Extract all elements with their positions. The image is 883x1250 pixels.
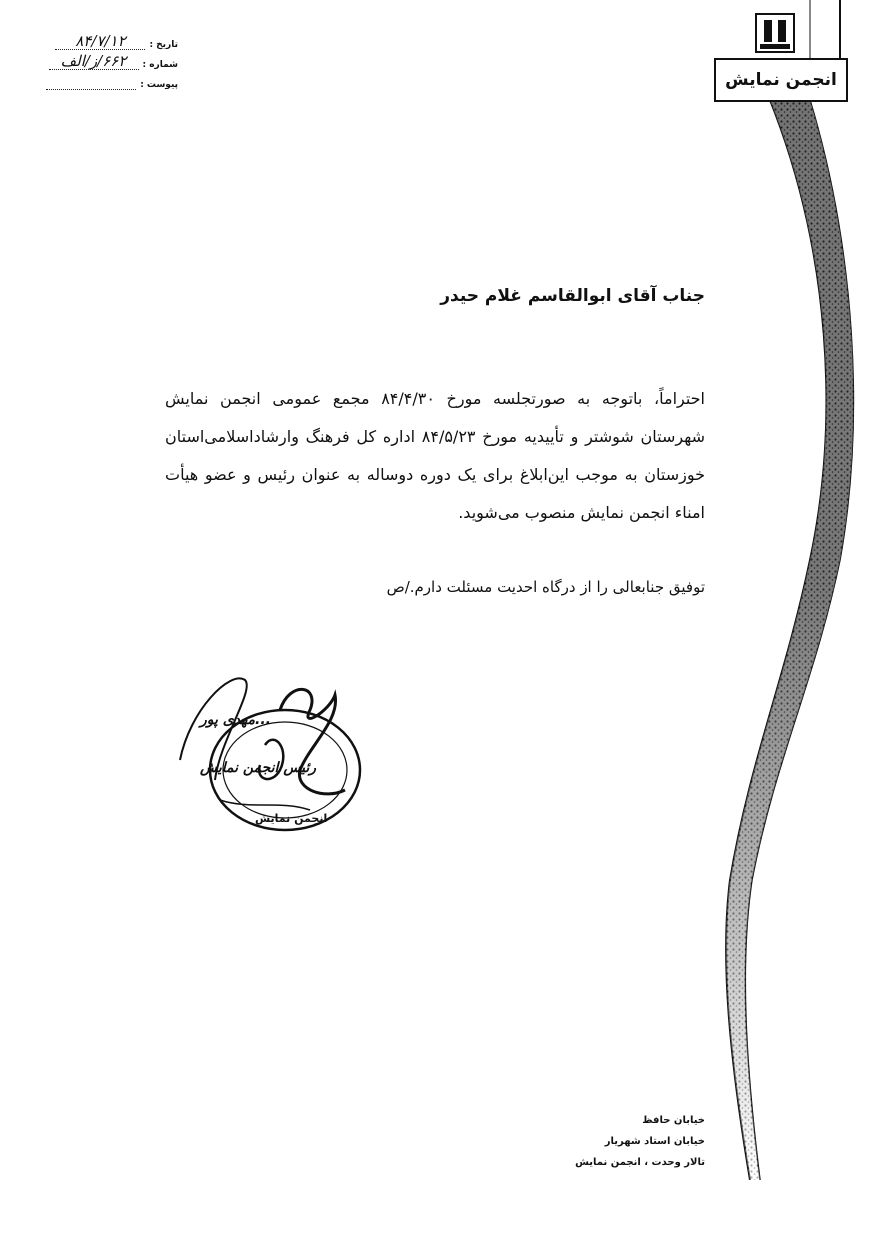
organization-logo xyxy=(714,58,848,102)
decorative-curve-band xyxy=(690,0,883,1180)
stamp-text: انجمن نمایش xyxy=(255,812,328,825)
date-label: تاریخ : xyxy=(149,40,178,50)
signer-title: رئیس انجمن نمایش xyxy=(200,760,317,776)
address-line: خیابان استاد شهریار xyxy=(604,1136,705,1147)
address-line: خیابان حافظ xyxy=(642,1115,705,1126)
number-row xyxy=(28,50,178,70)
letter-meta xyxy=(28,30,178,90)
number-label: شماره : xyxy=(142,60,178,70)
letter-closing: توفیق جنابعالی را از درگاه احدیت مسئلت دارم./ص xyxy=(386,578,705,596)
footer-address xyxy=(575,1110,705,1173)
date-value: ۸۴/۷/۱۲ xyxy=(55,33,145,50)
attachment-value xyxy=(46,79,136,90)
salutation: جناب آقای ابوالقاسم غلام حیدر xyxy=(440,286,705,306)
signer-name: ...مهدی پور xyxy=(200,712,271,728)
letter-body: احتراماً، باتوجه به صورتجلسه مورخ ۸۴/۴/۳۰ مجمع عمومی انجمن نمایش شهرستان شوشتر و تأییدیه مورخ ۸۴/۵/۲۳ اداره کل فرهنگ وارشاداسلامی‌استان خوزستان به موجب این‌ابلاغ برای یک دوره دوساله به عنوان رئیس و عضو هیأت امناء انجمن نمایش منصوب می‌شوید. xyxy=(165,389,706,522)
number-value: ۶۶۲/ز/الف xyxy=(49,53,139,70)
attachment-label: پیوست : xyxy=(140,80,178,90)
date-row xyxy=(28,30,178,50)
attachment-row xyxy=(28,70,178,90)
emblem-icon xyxy=(750,10,800,56)
address-line: تالار وحدت ، انجمن نمایش xyxy=(575,1157,705,1168)
logo-text: انجمن نمایش xyxy=(725,70,837,90)
